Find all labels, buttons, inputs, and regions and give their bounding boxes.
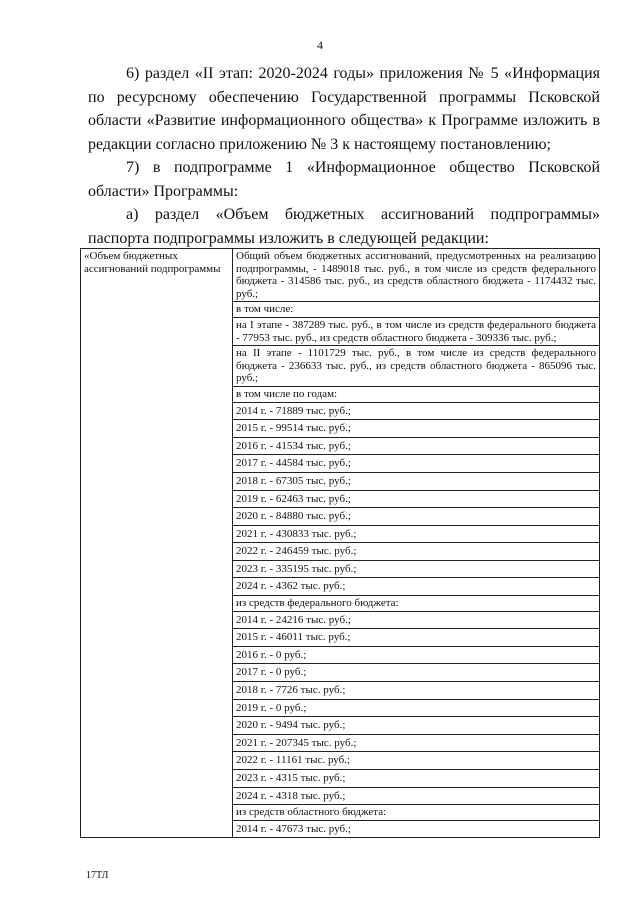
table-cell: в том числе по годам: bbox=[233, 386, 600, 402]
table-label-cell: «Объем бюджетных ассигнований подпрограммы bbox=[81, 249, 233, 838]
table-cell: на I этапе - 387289 тыс. руб., в том числе из средств федерального бюджета - 77953 тыс. руб., из средств областного бюджета - 309336 тыс. руб.; bbox=[233, 317, 600, 345]
table-cell: 2017 г. - 0 руб.; bbox=[233, 664, 600, 682]
table-cell: 2019 г. - 0 руб.; bbox=[233, 699, 600, 717]
table-cell: 2018 г. - 7726 тыс. руб.; bbox=[233, 682, 600, 700]
table-cell: 2015 г. - 46011 тыс. руб.; bbox=[233, 629, 600, 647]
table-cell: 2014 г. - 47673 тыс. руб.; bbox=[233, 820, 600, 838]
table-cell: 2022 г. - 11161 тыс. руб.; bbox=[233, 752, 600, 770]
table-cell: из средств областного бюджета: bbox=[233, 805, 600, 821]
table-cell: 2014 г. - 24216 тыс. руб.; bbox=[233, 611, 600, 629]
table-cell: 2015 г. - 99514 тыс. руб.; bbox=[233, 420, 600, 438]
table-cell: 2024 г. - 4362 тыс. руб.; bbox=[233, 578, 600, 596]
table-cell: 2023 г. - 335195 тыс. руб.; bbox=[233, 560, 600, 578]
paragraph-text: а) раздел «Объем бюджетных ассигнований подпрограммы» паспорта подпрограммы изложить в следующей редакции: bbox=[88, 206, 600, 247]
table-cell: 2019 г. - 62463 тыс. руб.; bbox=[233, 490, 600, 508]
footer-code: 17ТЛ bbox=[86, 870, 109, 881]
table-row bbox=[81, 249, 600, 302]
table-cell: из средств федерального бюджета: bbox=[233, 596, 600, 612]
table-cell: 2023 г. - 4315 тыс. руб.; bbox=[233, 770, 600, 788]
table-cell: 2021 г. - 430833 тыс. руб.; bbox=[233, 525, 600, 543]
table-cell: 2016 г. - 41534 тыс. руб.; bbox=[233, 437, 600, 455]
paragraph-section-7a bbox=[88, 203, 600, 250]
table-cell: 2017 г. - 44584 тыс. руб.; bbox=[233, 455, 600, 473]
table-cell: в том числе: bbox=[233, 302, 600, 318]
table-cell: 2024 г. - 4318 тыс. руб.; bbox=[233, 787, 600, 805]
budget-table bbox=[80, 248, 600, 838]
page-number: 4 bbox=[317, 38, 323, 52]
table-cell: 2020 г. - 9494 тыс. руб.; bbox=[233, 717, 600, 735]
table-cell: 2022 г. - 246459 тыс. руб.; bbox=[233, 543, 600, 561]
paragraph-text: 6) раздел «II этап: 2020-2024 годы» приложения № 5 «Информация по ресурсному обеспечению Государственной программы Псковской области «Развитие информационного общества» к Программе изложить в редакции согласно приложению № 3 к настоящему постановлению; bbox=[88, 65, 600, 153]
table-cell: 2021 г. - 207345 тыс. руб.; bbox=[233, 734, 600, 752]
paragraph-text: 7) в подпрограмме 1 «Информационное общество Псковской области» Программы: bbox=[88, 159, 600, 200]
table-cell: 2016 г. - 0 руб.; bbox=[233, 646, 600, 664]
table-cell: 2020 г. - 84880 тыс. руб.; bbox=[233, 508, 600, 526]
paragraph-section-6 bbox=[88, 62, 600, 156]
table-cell: на II этапе - 1101729 тыс. руб., в том числе из средств федерального бюджета - 236633 тыс. руб., из средств областного бюджета - 865096 тыс. руб.; bbox=[233, 346, 600, 387]
paragraph-section-7 bbox=[88, 156, 600, 203]
table-cell: Общий объем бюджетных ассигнований, предусмотренных на реализацию подпрограммы, - 1489018 тыс. руб., в том числе из средств федерального бюджета - 314586 тыс. руб., из средств областного бюджета - 1174432 тыс. руб.; bbox=[233, 249, 600, 302]
table-cell: 2018 г. - 67305 тыс. руб.; bbox=[233, 472, 600, 490]
table-cell: 2014 г. - 71889 тыс. руб.; bbox=[233, 402, 600, 420]
